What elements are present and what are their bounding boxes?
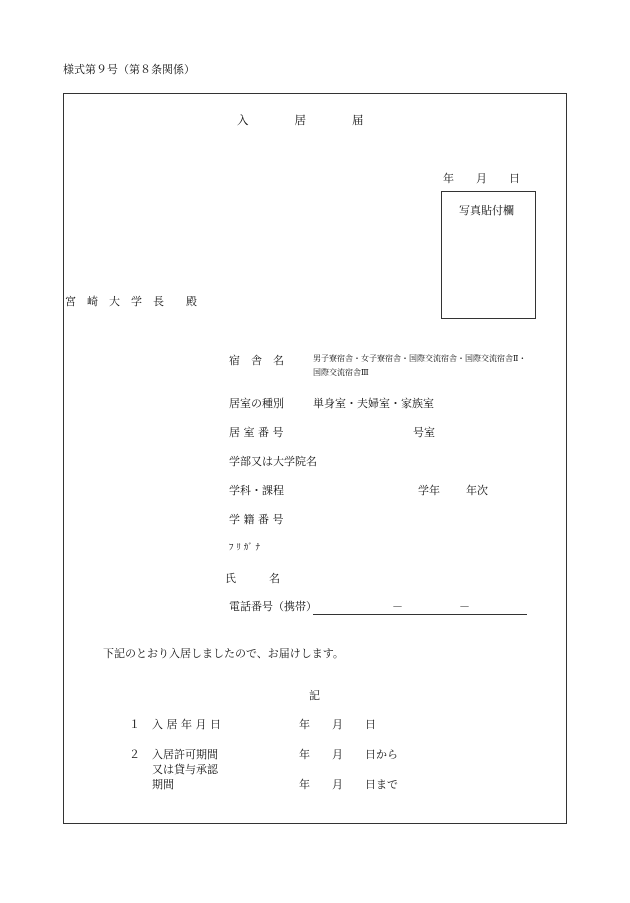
statement: 下記のとおり入居しましたので、お届けします。 (103, 647, 344, 660)
item1-number: １ (129, 718, 140, 731)
room-number-label: 居 室 番 号 (229, 426, 284, 439)
form-number: 様式第９号（第８条関係） (63, 63, 195, 76)
dorm-options-line2[interactable]: 国際交流宿舎Ⅲ (313, 368, 369, 377)
ki-heading: 記 (309, 689, 320, 702)
item1-date[interactable]: 年 月 日 (299, 718, 376, 731)
dorm-label: 宿 舎 名 (229, 354, 284, 367)
room-type-label: 居室の種別 (229, 397, 284, 410)
phone-separator-1: － (392, 600, 403, 613)
room-number-unit: 号室 (413, 426, 435, 439)
phone-label: 電話番号（携帯） (229, 600, 317, 613)
department-label: 学科・課程 (229, 484, 284, 497)
photo-label: 写真貼付欄 (459, 204, 514, 217)
furigana-label: ﾌ ﾘ ｶﾞ ﾅ (229, 543, 261, 553)
item2-to-date[interactable]: 年 月 日まで (299, 778, 398, 791)
dorm-options-line1[interactable]: 男子寮宿舎・女子寮宿舎・国際交流宿舎・国際交流宿舎Ⅱ・ (313, 354, 527, 363)
phone-input-line[interactable] (313, 614, 527, 615)
year-sequence-unit: 年次 (466, 484, 488, 497)
school-year-unit: 学年 (418, 484, 440, 497)
faculty-label: 学部又は大学院名 (229, 455, 317, 468)
name-label: 氏 名 (225, 572, 280, 585)
item2-from-date[interactable]: 年 月 日から (299, 748, 398, 761)
item2-label-line2: 又は貸与承認 (152, 763, 218, 776)
submission-date[interactable]: 年 月 日 (443, 172, 520, 185)
item2-label-line3: 期間 (152, 778, 174, 791)
form-title: 入 居 届 (237, 113, 364, 127)
phone-separator-2: － (459, 600, 470, 613)
item2-number: ２ (129, 748, 140, 761)
addressee: 宮 崎 大 学 長 殿 (65, 295, 197, 308)
item1-label: 入 居 年 月 日 (152, 718, 221, 731)
room-type-options[interactable]: 単身室・夫婦室・家族室 (313, 397, 434, 410)
student-number-label: 学 籍 番 号 (229, 513, 284, 526)
item2-label-line1: 入居許可期間 (152, 748, 218, 761)
